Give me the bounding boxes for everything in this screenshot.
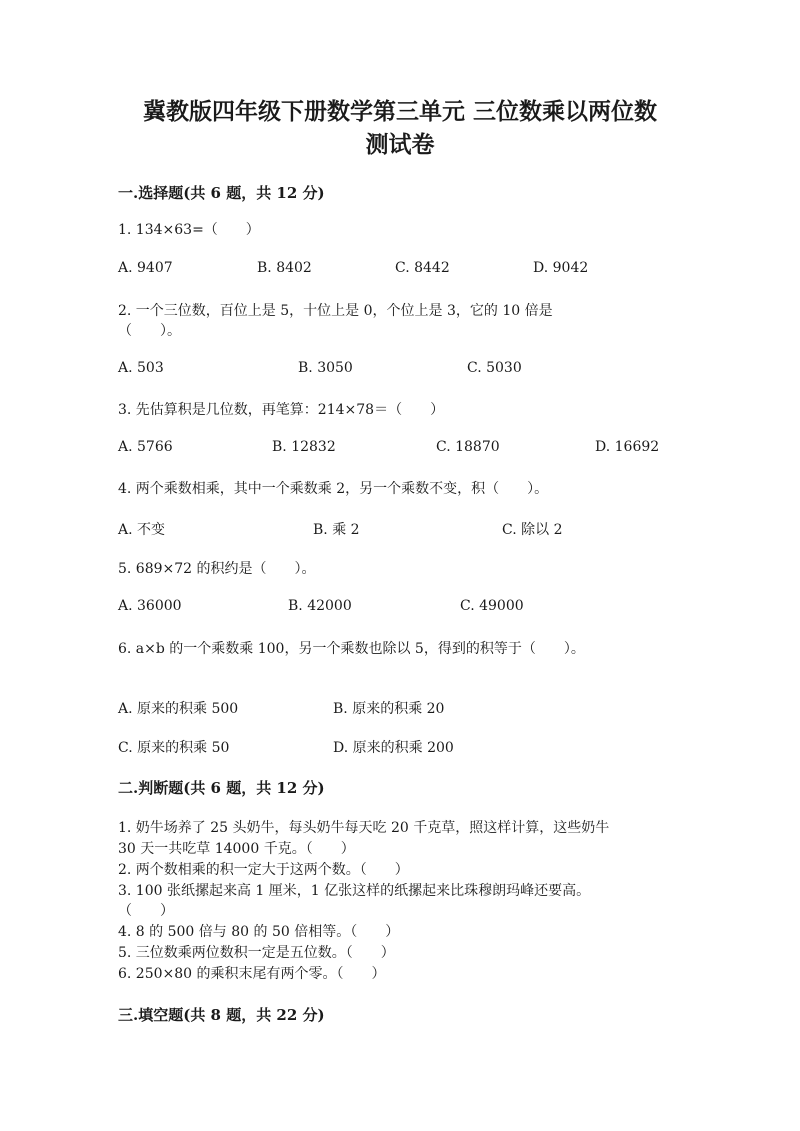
- judgement-line-2: 30 天一共吃草 14000 千克。（ ）: [118, 841, 355, 857]
- question-2-option-a: A. 503: [118, 360, 164, 376]
- section-heading-fill-blank: 三.填空题(共 8 题，共 22 分): [118, 1006, 325, 1024]
- question-2-stem-line1: 2. 一个三位数，百位上是 5，十位上是 0，个位上是 3，它的 10 倍是: [118, 303, 553, 319]
- question-6-stem: 6. a×b 的一个乘数乘 100，另一个乘数也除以 5，得到的积等于（ ）。: [118, 641, 585, 657]
- question-6-option-c: C. 原来的积乘 50: [118, 740, 230, 756]
- question-1-option-d: D. 9042: [533, 260, 589, 276]
- question-3-option-b: B. 12832: [272, 439, 336, 455]
- question-3-option-a: A. 5766: [118, 439, 173, 455]
- question-1-stem: 1. 134×63=（ ）: [118, 222, 260, 238]
- judgement-line-1: 1. 奶牛场养了 25 头奶牛，每头奶牛每天吃 20 千克草，照这样计算，这些奶牛: [118, 820, 610, 836]
- judgement-line-3: 2. 两个数相乘的积一定大于这两个数。（ ）: [118, 862, 409, 878]
- section-heading-choice: 一.选择题(共 6 题，共 12 分): [118, 184, 325, 202]
- section-heading-judgement: 二.判断题(共 6 题，共 12 分): [118, 779, 325, 797]
- question-5-stem: 5. 689×72 的积约是（ ）。: [118, 561, 316, 577]
- question-5-option-c: C. 49000: [460, 598, 524, 614]
- question-6-option-a: A. 原来的积乘 500: [118, 701, 239, 717]
- question-2-stem-line2: （ ）。: [118, 323, 181, 339]
- judgement-line-8: 6. 250×80 的乘积末尾有两个零。（ ）: [118, 966, 386, 982]
- question-1-option-a: A. 9407: [118, 260, 173, 276]
- page-title-line1: 冀教版四年级下册数学第三单元 三位数乘以两位数: [142, 98, 657, 125]
- question-3-stem: 3. 先估算积是几位数，再笔算：214×78＝（ ）: [118, 402, 445, 418]
- question-1-option-c: C. 8442: [395, 260, 450, 276]
- judgement-line-7: 5. 三位数乘两位数积一定是五位数。（ ）: [118, 945, 395, 961]
- question-5-option-b: B. 42000: [288, 598, 352, 614]
- page-title-line2: 测试卷: [365, 131, 435, 158]
- judgement-line-5: （ ）: [118, 903, 174, 919]
- question-5-option-a: A. 36000: [118, 598, 182, 614]
- question-3-option-c: C. 18870: [436, 439, 500, 455]
- question-6-option-b: B. 原来的积乘 20: [333, 701, 445, 717]
- question-2-option-b: B. 3050: [298, 360, 353, 376]
- question-1-option-b: B. 8402: [257, 260, 312, 276]
- question-4-option-b: B. 乘 2: [313, 522, 360, 538]
- judgement-line-4: 3. 100 张纸摞起来高 1 厘米，1 亿张这样的纸摞起来比珠穆朗玛峰还要高。: [118, 883, 591, 899]
- question-4-option-c: C. 除以 2: [502, 522, 563, 538]
- question-2-option-c: C. 5030: [467, 360, 522, 376]
- question-4-stem: 4. 两个乘数相乘，其中一个乘数乘 2，另一个乘数不变，积（ ）。: [118, 481, 549, 497]
- question-4-option-a: A. 不变: [118, 522, 166, 538]
- question-3-option-d: D. 16692: [595, 439, 660, 455]
- judgement-line-6: 4. 8 的 500 倍与 80 的 50 倍相等。（ ）: [118, 924, 400, 940]
- question-6-option-d: D. 原来的积乘 200: [333, 740, 454, 756]
